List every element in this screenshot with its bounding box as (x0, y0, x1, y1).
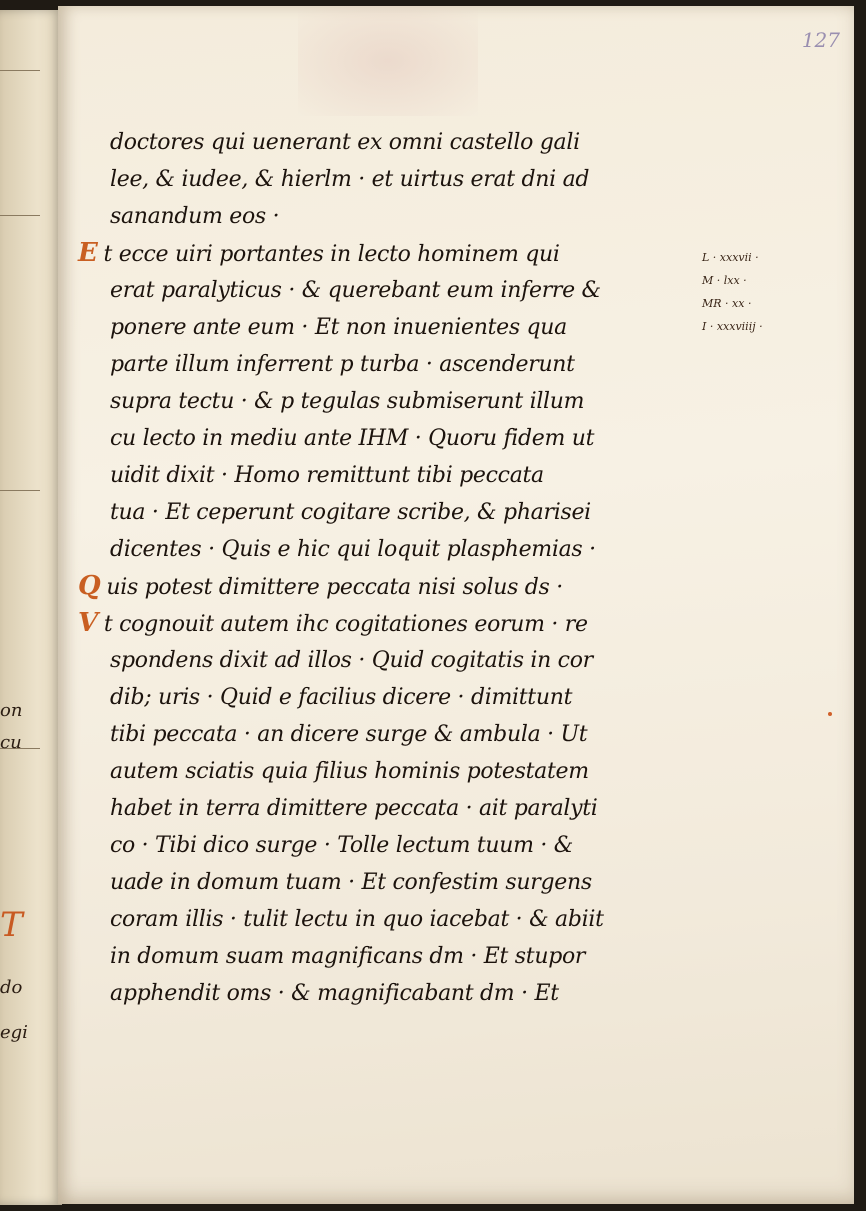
manuscript-leaf (58, 6, 854, 1204)
text-line: co · Tibi dico surge · Tolle lectum tuum · & (110, 833, 574, 858)
text-line: tibi peccata · an dicere surge & ambula · Ut (110, 722, 588, 747)
folio-number: 127 (801, 28, 840, 52)
parchment-stain (298, 6, 478, 116)
text-line: autem sciatis quia filius hominis potestatem (110, 759, 589, 784)
text-line: sanandum eos · (110, 204, 280, 229)
text-line: uidit dixit · Homo remittunt tibi peccata (110, 463, 544, 488)
red-mark (828, 712, 832, 716)
text-line-with-initial: Q uis potest dimittere peccata nisi solus ds · (78, 571, 563, 601)
gloss-line: MR · xx · (702, 297, 752, 310)
left-fragment: do (0, 977, 23, 998)
margin-gloss (702, 246, 763, 338)
text-line: dicentes · Quis e hic qui loquit plasphemias · (110, 537, 596, 562)
ruling-line (0, 215, 40, 216)
text-line: erat paralyticus · & querebant eum inferre & (110, 278, 601, 303)
text-line: ponere ante eum · Et non inuenientes qua (110, 315, 567, 340)
text-line: supra tectu · & p tegulas submiserunt illum (110, 389, 585, 414)
text-line: cu lecto in mediu ante IHM · Quoru fidem ut (110, 426, 595, 451)
text-line: parte illum inferrent p turba · ascenderunt (110, 352, 575, 377)
text-line-with-initial: V t cognouit autem ihc cogitationes eorum · re (78, 608, 588, 638)
text-line: uade in domum tuam · Et confestim surgens (110, 870, 592, 895)
gloss-line: I · xxxviiij · (702, 320, 763, 333)
text-line: dib; uris · Quid e facilius dicere · dimittunt (110, 685, 573, 710)
text-line: habet in terra dimittere peccata · ait paralyti (110, 796, 598, 821)
main-text-block (78, 124, 710, 1012)
ruling-line (0, 70, 40, 71)
ruling-line (0, 490, 40, 491)
facing-page-edge (0, 10, 62, 1205)
left-fragment: egi (0, 1022, 28, 1043)
gloss-line: L · xxxvii · (702, 251, 759, 264)
text-line: lee, & iudee, & hierlm · et uirtus erat dni ad (110, 167, 590, 192)
gloss-line: M · lxx · (702, 274, 747, 287)
text-line: coram illis · tulit lectu in quo iacebat · & abiit (110, 907, 604, 932)
text-line: apphendit oms · & magnificabant dm · Et (110, 981, 559, 1006)
rubricated-initial: V (78, 608, 98, 638)
text-line-with-initial: E t ecce uiri portantes in lecto hominem qui (78, 238, 560, 268)
left-fragment: cu (0, 732, 22, 753)
text-line: spondens dixit ad illos · Quid cogitatis in cor (110, 648, 593, 673)
text-line: doctores qui uenerant ex omni castello gali (110, 130, 580, 155)
rubricated-initial: Q (78, 571, 101, 601)
background-edge (854, 0, 866, 1211)
left-fragment-initial: T (0, 905, 23, 945)
text-line: in domum suam magnificans dm · Et stupor (110, 944, 586, 969)
rubricated-initial: E (78, 238, 98, 268)
left-fragment: on (0, 700, 23, 721)
text-line: tua · Et ceperunt cogitare scribe, & pharisei (110, 500, 591, 525)
